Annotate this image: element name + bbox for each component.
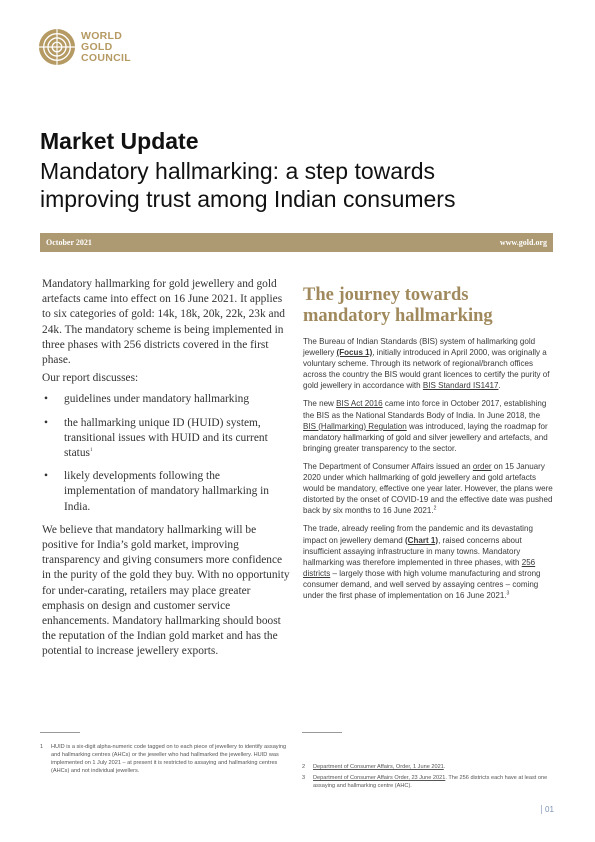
footnote-3 (302, 774, 552, 790)
document-title-block (40, 128, 560, 213)
footnote-number: 1 (40, 744, 44, 750)
focus-1-link[interactable]: (Focus 1) (336, 348, 373, 358)
text-span: . The 256 districts each have at least one assaying and hallmarking centre (AHC). (313, 775, 548, 789)
logo-word-council: COUNCIL (81, 51, 131, 64)
bis-regulation-link[interactable]: BIS (Hallmarking) Regulation (303, 421, 407, 431)
list-item-text: the hallmarking unique ID (HUID) system, transitional issues with HUID and its current status (64, 416, 268, 460)
list-item-text: likely developments following the implementation of mandatory hallmarking in India. (64, 470, 269, 513)
text-span: The new (303, 399, 337, 409)
footnote-2 (302, 763, 552, 771)
text-span: The Bureau of Indian Standards (BIS) system of hallmarking gold jewellery (303, 337, 536, 358)
report-topics-list (42, 392, 292, 514)
text-span: – largely those with high volume manufacturing and strong consumer demand, and well served by assaying centres – coming under the first phase of implementation on 16 June 2021. (303, 568, 541, 600)
footnote-ref-2[interactable]: 2 (433, 505, 437, 512)
summary-column (42, 277, 292, 663)
date-band (40, 233, 553, 252)
bis-standard-link[interactable]: BIS Standard IS1417 (422, 381, 499, 391)
districts-link[interactable]: 256 districts (303, 557, 536, 578)
gold-council-emblem-icon (38, 28, 76, 66)
text-span: on 15 January 2020 under which hallmarking of gold jewellery and gold artefacts would be mandatory, effective one year later. However, the plans were distorted by the onset of COVID-19 and the effective date was pushed back by six months to 16 June 2021. (303, 461, 553, 516)
footnote-number: 2 (302, 764, 306, 770)
text-span: The Department of Consumer Affairs issued an (303, 461, 473, 471)
logo-wordmark (81, 31, 131, 64)
text-span: came into force in October 2017, establishing the BIS as the National Standards Body of India. In June 2018, the (303, 399, 547, 420)
order-link[interactable]: order (472, 461, 492, 471)
list-item-text: guidelines under mandatory hallmarking (64, 393, 250, 406)
summary-paragraph-3: We believe that mandatory hallmarking will be positive for India’s gold market, improving transparency and giving consumers more confidence in the purity of the gold they buy. With no opportunity for under-carating, retailers may place greater emphasis on design and customer service enhancements. Mandatory hallmarking should boost the reputation of the Indian gold market and has the potential to increase jewellery exports. (42, 523, 290, 658)
footnote-text (313, 763, 552, 771)
document-type-heading: Market Update (40, 128, 199, 154)
world-gold-council-logo (38, 28, 131, 66)
logo-word-world: WORLD (81, 29, 123, 42)
journey-column (303, 285, 553, 608)
summary-paragraph-1: Mandatory hallmarking for gold jewellery and gold artefacts came into effect on 16 June 2021. It applies to six categories of gold: 14k, 18k, 20k, 22k, 23k and 24k. The mandatory scheme is being implemented in three phases with 256 districts covered in the first phase. (42, 278, 285, 367)
body-paragraph-3 (303, 461, 553, 516)
footnote-text (313, 774, 552, 790)
body-paragraph-1 (303, 336, 553, 391)
summary-paragraph-2: Our report discusses: (42, 372, 139, 385)
list-item (42, 392, 292, 407)
list-item (42, 416, 292, 462)
publication-date: October 2021 (46, 238, 92, 247)
footnote-ref-1[interactable]: 1 (89, 448, 93, 454)
chart-1-link[interactable]: (Chart 1) (404, 535, 439, 545)
text-span: , initially introduced in April 2000, was originally a voluntary scheme. Through its network of regional/branch offices across the country the BIS would grant licences to certify the purity of gold jewellery in accordance with (303, 348, 550, 391)
footnote-text: HUID is a six-digit alpha-numeric code tagged on to each piece of jewellery to identify assaying and hallmarking centres (AHCs) or the jeweller who had hallmarked the jewellery. HUID was implemented on 1 July 2021 – at present it is restricted to assaying and hallmarking centres (AHCs) and not individual jewellers. (51, 744, 287, 774)
section-heading: The journey towards mandatory hallmarking (303, 285, 493, 326)
text-span: was introduced, laying the roadmap for mandatory hallmarking of gold and silver jewellery and artefacts, and bringing greater transparency to the sector. (303, 421, 548, 453)
footnote-2-link[interactable]: Department of Consumer Affairs, Order, 1 June 2021 (313, 764, 444, 770)
footnote-divider-right (302, 732, 342, 733)
text-span: , raised concerns about insufficient assaying infrastructure in many towns. Mandatory hallmarking was therefore implemented in three phases, with (303, 535, 522, 567)
website-link[interactable]: www.gold.org (499, 238, 547, 247)
document-title-line-1: Mandatory hallmarking: a step towards (40, 158, 436, 184)
text-span: . (443, 764, 446, 770)
footnote-number: 3 (302, 775, 306, 781)
text-span: . (498, 381, 501, 391)
text-span: The trade, already reeling from the pandemic and its devastating impact on jewellery demand (303, 524, 533, 545)
logo-word-gold: GOLD (81, 40, 113, 53)
page-number: 01 (541, 805, 554, 814)
footnote-1 (40, 743, 290, 775)
body-paragraph-4 (303, 523, 553, 601)
footnote-ref-3[interactable]: 3 (506, 590, 510, 597)
body-paragraph-2 (303, 398, 553, 453)
footnote-3-link[interactable]: Department of Consumer Affairs Order, 23 June 2021 (313, 775, 446, 781)
footnote-divider-left (40, 732, 80, 733)
bis-act-link[interactable]: BIS Act 2016 (336, 399, 383, 409)
list-item (42, 469, 292, 515)
document-title-line-2: improving trust among Indian consumers (40, 186, 456, 212)
